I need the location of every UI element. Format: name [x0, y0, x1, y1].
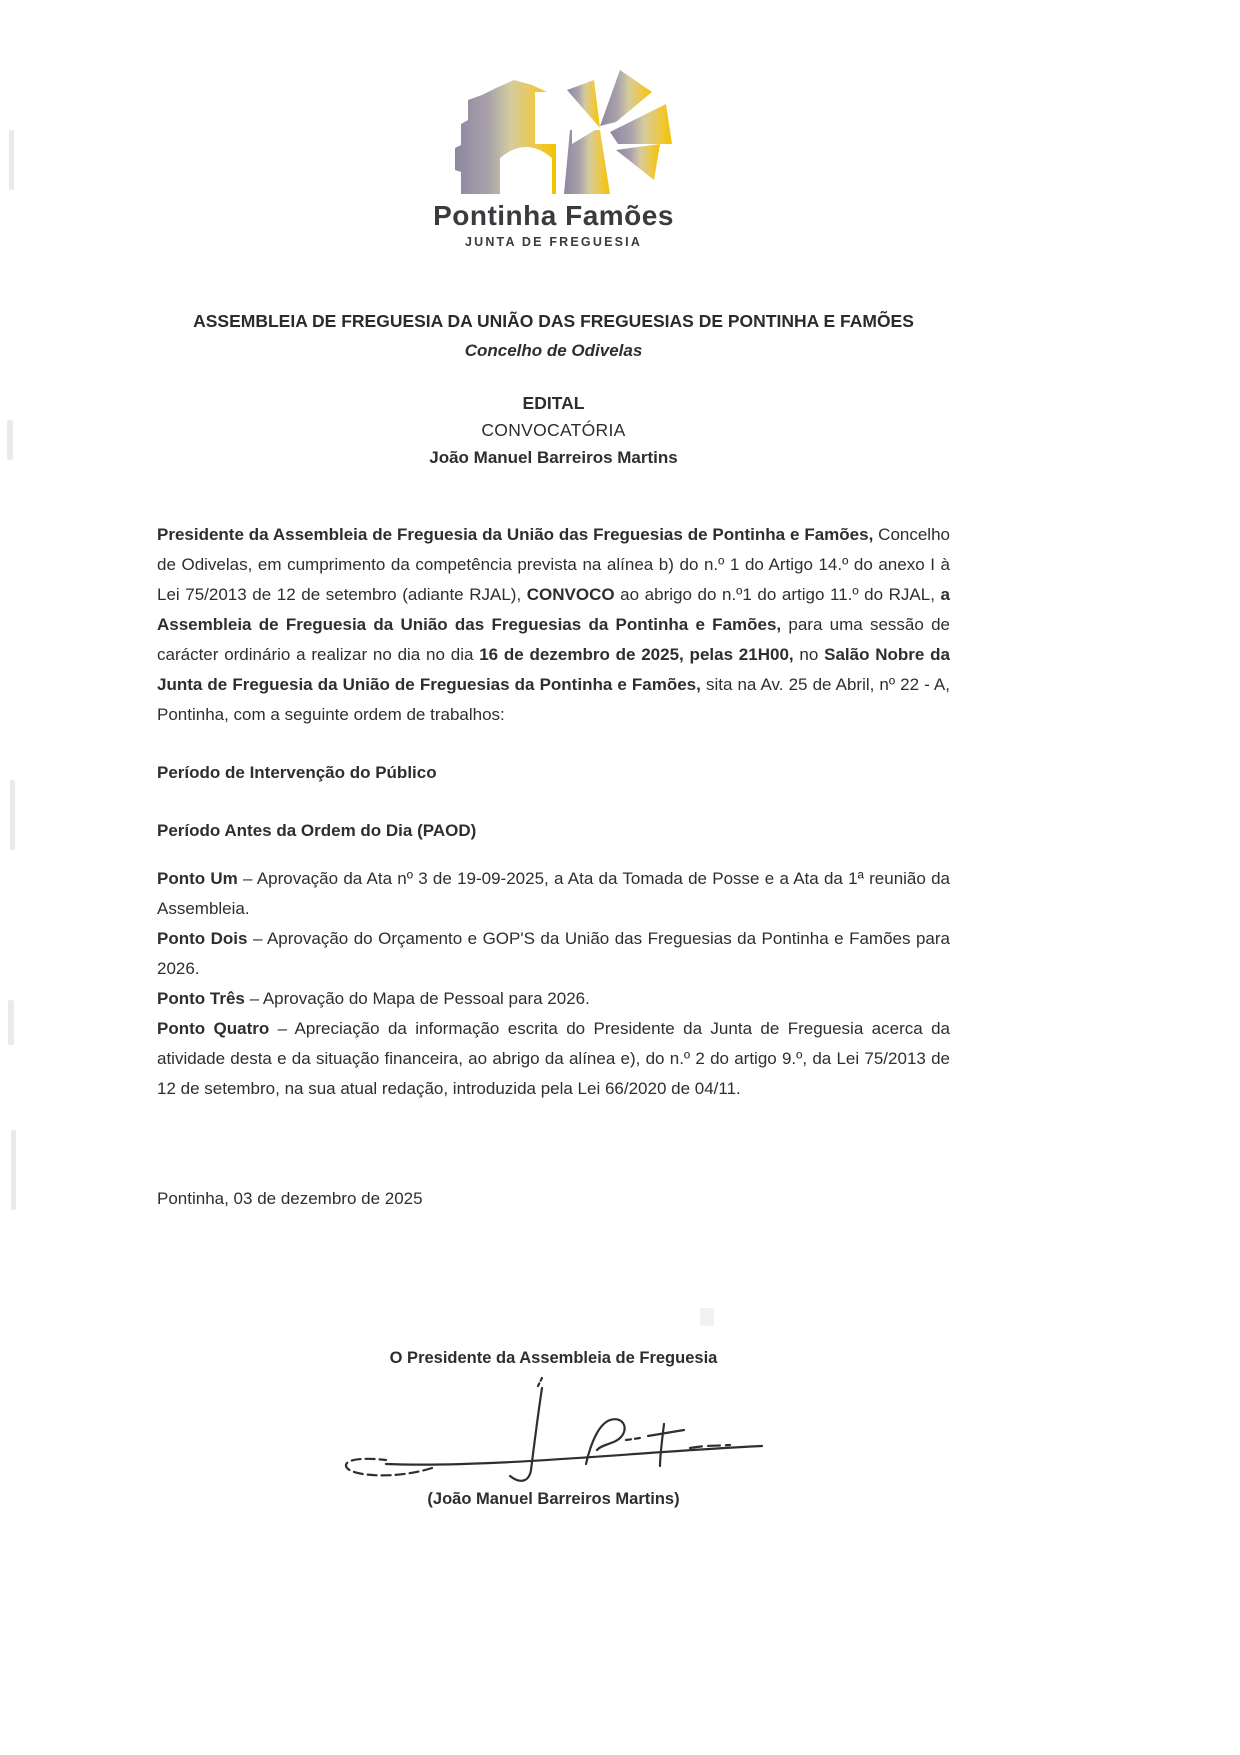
- agenda-item: [157, 1014, 950, 1104]
- org-name: Pontinha Famões: [433, 200, 674, 231]
- intro-segment: no: [793, 645, 825, 664]
- scan-artifact: [8, 1000, 14, 1045]
- agenda-item-separator: –: [237, 869, 257, 888]
- title-block: [157, 311, 950, 361]
- scan-artifact: [10, 780, 15, 850]
- intro-segment: ao abrigo do n.º1 do artigo 11.º do RJAL,: [614, 585, 941, 604]
- agenda-item: [157, 924, 950, 984]
- agenda-item: [157, 984, 950, 1014]
- agenda-item-label: Ponto Três: [157, 989, 245, 1008]
- signature-title: O Presidente da Assembleia de Freguesia: [389, 1349, 718, 1367]
- agenda-item-text: Aprovação do Orçamento e GOP'S da União das Freguesias da Pontinha e Famões para 2026.: [157, 929, 950, 978]
- agenda-item-text: Aprovação do Mapa de Pessoal para 2026.: [262, 989, 590, 1008]
- intro-segment: CONVOCO: [526, 585, 615, 604]
- document-subtitle: Concelho de Odivelas: [464, 341, 643, 360]
- agenda-item-separator: –: [247, 929, 267, 948]
- intro-segment: 16 de dezembro de 2025, pelas 21H00,: [479, 645, 794, 664]
- document-body: [157, 0, 950, 1509]
- org-subtitle: JUNTA DE FREGUESIA: [464, 235, 643, 249]
- signature-image: [334, 1376, 774, 1486]
- agenda-item-label: Ponto Quatro: [157, 1019, 270, 1038]
- junta-logo-icon: [404, 52, 704, 198]
- intro-segment: Presidente da Assembleia de Freguesia da União das Freguesias de Pontinha e Famões,: [157, 525, 874, 544]
- signature-block: [157, 1349, 950, 1509]
- doc-type-block: [157, 393, 950, 468]
- doc-subtype: CONVOCATÓRIA: [481, 420, 626, 440]
- place-date: Pontinha, 03 de dezembro de 2025: [157, 1189, 423, 1208]
- scan-artifact: [11, 1130, 16, 1210]
- signature-name: (João Manuel Barreiros Martins): [427, 1490, 680, 1508]
- agenda-item: [157, 864, 950, 924]
- intro-paragraph: [157, 520, 950, 730]
- doc-type: EDITAL: [522, 393, 585, 413]
- scan-artifact: [9, 130, 14, 190]
- agenda-item-label: Ponto Um: [157, 869, 238, 888]
- section-heading-paod: Período Antes da Ordem do Dia (PAOD): [157, 821, 477, 840]
- agenda-item-text: Aprovação da Ata nº 3 de 19-09-2025, a Ata da Tomada de Posse e a Ata da 1ª reunião da Assembleia.: [157, 869, 950, 918]
- agenda-item-label: Ponto Dois: [157, 929, 248, 948]
- agenda-item-text: Apreciação da informação escrita do Presidente da Junta de Freguesia acerca da atividade desta e da situação financeira, ao abrigo da alínea e), do n.º 2 do artigo 9.º, da Lei 75/2013 de 12 de setembro, na sua atual redação, introduzida pela Lei 66/2020 de 04/11.: [157, 1019, 950, 1098]
- section-heading-public-period: Período de Intervenção do Público: [157, 763, 437, 782]
- intro-segment: Salão Nobre da Junta de Freguesia da União de Freguesias da Pontinha e Famões,: [157, 645, 951, 694]
- intro-segment: sita na Av. 25 de Abril, nº 22 - A, Pontinha, com a seguinte ordem de trabalhos:: [157, 675, 950, 724]
- agenda-item-separator: –: [244, 989, 263, 1008]
- intro-segment: Concelho de Odivelas, em cumprimento da competência prevista na alínea b) do n.º 1 do Artigo 14.º do anexo I à Lei 75/2013 de 12 de setembro (adiante RJAL),: [157, 525, 950, 604]
- document-title: ASSEMBLEIA DE FREGUESIA DA UNIÃO DAS FREGUESIAS DE PONTINHA E FAMÕES: [193, 311, 914, 331]
- agenda-list: [157, 864, 950, 1104]
- intro-segment: para uma sessão de carácter ordinário a realizar no dia no dia: [157, 615, 950, 664]
- author-name: João Manuel Barreiros Martins: [429, 448, 678, 467]
- intro-segment: a Assembleia de Freguesia da União das Freguesias da Pontinha e Famões,: [157, 585, 950, 634]
- scan-artifact: [7, 420, 13, 460]
- agenda-item-separator: –: [269, 1019, 295, 1038]
- logo: [157, 52, 950, 249]
